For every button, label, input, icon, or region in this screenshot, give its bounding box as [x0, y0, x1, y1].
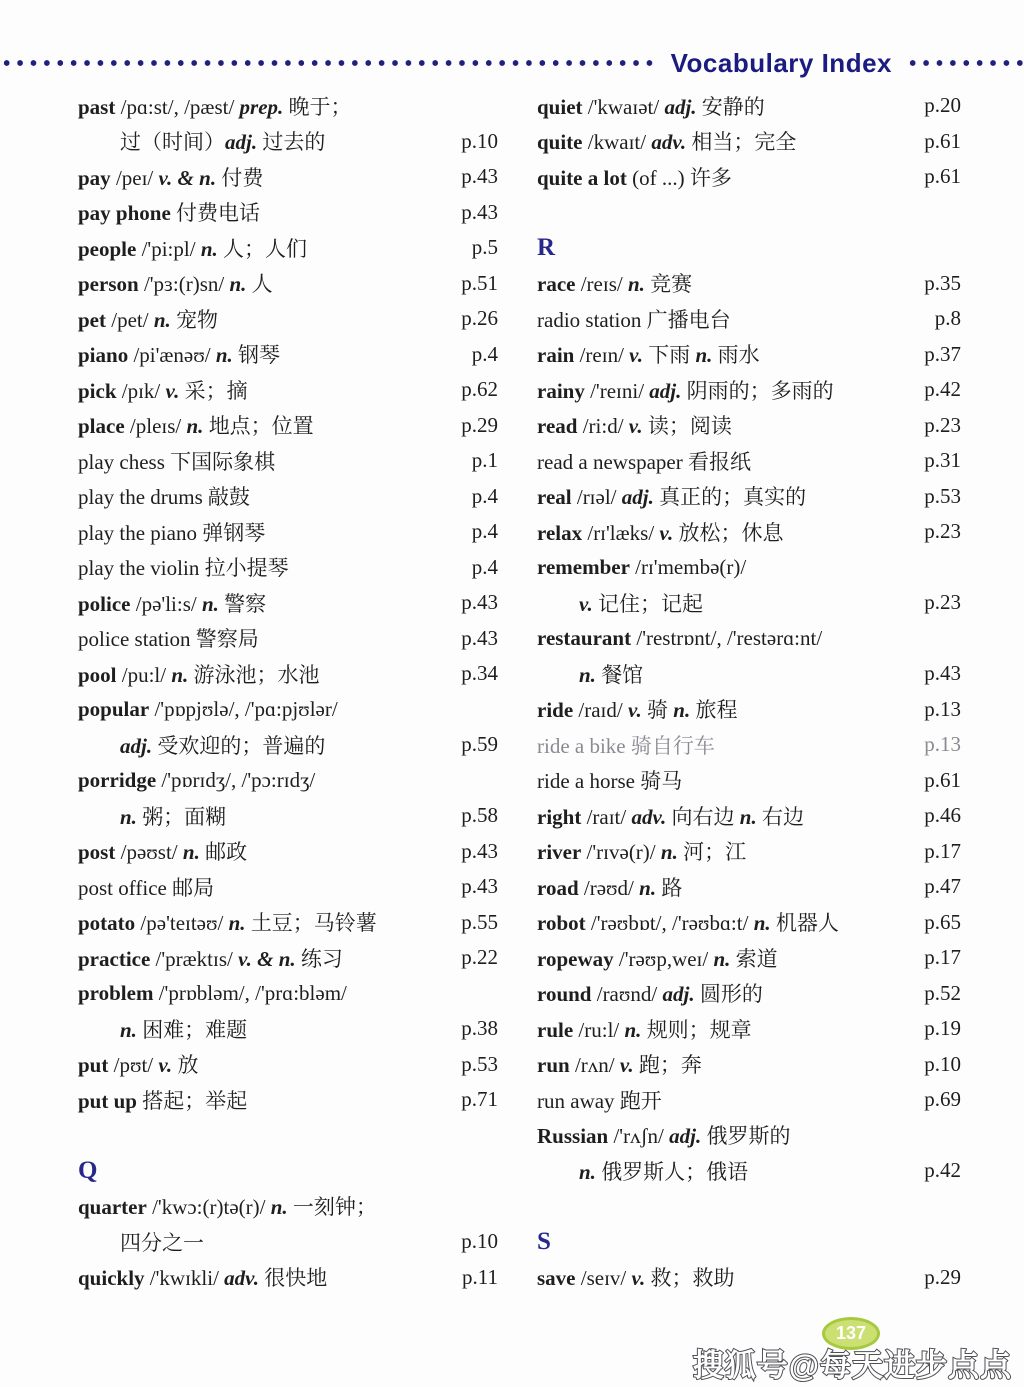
index-entry-line — [537, 869, 961, 905]
page-reference: p.42 — [924, 1158, 961, 1183]
page-reference: p.43 — [461, 164, 498, 189]
page-reference: p.55 — [461, 909, 498, 934]
page-reference: p.62 — [461, 377, 498, 402]
entry-text: play the piano 弹钢琴 — [78, 520, 266, 545]
index-entry-line — [78, 337, 498, 373]
page-reference: p.26 — [461, 306, 498, 331]
index-entry-line — [78, 834, 498, 870]
header — [0, 49, 1024, 77]
index-entry-line — [78, 621, 498, 657]
section-letter: R — [537, 233, 556, 261]
index-entry-line — [537, 976, 961, 1012]
page-reference: p.35 — [924, 270, 961, 295]
page-reference: p.10 — [461, 1229, 498, 1254]
page-reference: p.20 — [924, 93, 961, 118]
page-reference: p.46 — [924, 803, 961, 828]
entry-text: practice /'præktɪs/ v. & n. 练习 — [78, 946, 343, 971]
entry-text: play the drums 敲鼓 — [78, 485, 251, 510]
page-reference: p.4 — [471, 341, 498, 366]
entry-text: quite a lot (of ...) 许多 — [537, 165, 732, 190]
page-reference: p.23 — [924, 590, 961, 615]
entry-text: quiet /'kwaɪət/ adj. 安静的 — [537, 94, 765, 119]
page-reference: p.17 — [924, 838, 961, 863]
page-reference: p.52 — [924, 980, 961, 1005]
index-entry-line — [78, 124, 498, 160]
entry-text: v. 记住；记起 — [579, 591, 704, 616]
entry-text: police /pə'li:s/ n. 警察 — [78, 591, 267, 616]
entry-text: right /raɪt/ adv. 向右边 n. 右边 — [537, 804, 804, 829]
entry-text: ride a horse 骑马 — [537, 769, 683, 794]
entry-text: post office 邮局 — [78, 875, 215, 900]
entry-text: road /rəʊd/ n. 路 — [537, 875, 683, 900]
entry-text: river /'rɪvə(r)/ n. 河；江 — [537, 840, 747, 865]
entry-text: remember /rɪ'membə(r)/ — [537, 554, 747, 579]
page-reference: p.31 — [924, 448, 961, 473]
entry-text: round /raʊnd/ adj. 圆形的 — [537, 982, 763, 1007]
page-reference: p.38 — [461, 1016, 498, 1041]
entry-text: put up 搭起；举起 — [78, 1088, 248, 1113]
index-entry-line — [537, 1011, 961, 1047]
page-reference: p.61 — [924, 164, 961, 189]
index-entry-line — [537, 656, 961, 692]
index-entry-line — [537, 1082, 961, 1118]
index-entry-line — [537, 372, 961, 408]
index-entry-line — [537, 266, 961, 302]
page-reference: p.23 — [924, 519, 961, 544]
index-entry-line — [78, 727, 498, 763]
page-reference: p.8 — [934, 306, 961, 331]
index-entry-line — [78, 656, 498, 692]
index-entry-line — [78, 976, 498, 1012]
entry-text: ride /raɪd/ v. 骑 n. 旅程 — [537, 698, 738, 723]
index-entry-line — [78, 301, 498, 337]
page-reference: p.34 — [461, 661, 498, 686]
entry-text: 四分之一 — [120, 1230, 204, 1255]
index-entry-line — [78, 550, 498, 586]
index-entry-line — [78, 372, 498, 408]
entry-text: robot /'rəʊbɒt/, /'rəʊbɑ:t/ n. 机器人 — [537, 911, 839, 936]
entry-text: radio station 广播电台 — [537, 307, 731, 332]
index-entry-line — [537, 1118, 961, 1154]
page-reference: p.53 — [924, 483, 961, 508]
entry-text: n. 餐馆 — [579, 662, 644, 687]
entry-text: porridge /'pɒrɪdʒ/, /'pɔ:rɪdʒ/ — [78, 767, 316, 792]
entry-text: run away 跑开 — [537, 1088, 662, 1113]
page-reference: p.51 — [461, 270, 498, 295]
entry-text: pool /pu:l/ n. 游泳池；水池 — [78, 662, 320, 687]
page-reference: p.47 — [924, 874, 961, 899]
page-reference: p.53 — [461, 1051, 498, 1076]
page-reference: p.29 — [924, 1264, 961, 1289]
entry-text: n. 俄罗斯人；俄语 — [579, 1159, 749, 1184]
index-entry-line — [537, 443, 961, 479]
page-title: Vocabulary Index — [670, 47, 892, 78]
index-entry-line — [78, 940, 498, 976]
index-entry-line — [78, 159, 498, 195]
entry-text: post /pəʊst/ n. 邮政 — [78, 840, 248, 865]
entry-text: quarter /'kwɔ:(r)tə(r)/ n. 一刻钟； — [78, 1195, 377, 1220]
index-entry-line — [78, 195, 498, 231]
index-entry-line — [537, 1153, 961, 1189]
entry-text: read a newspaper 看报纸 — [537, 449, 751, 474]
index-entry-line — [537, 301, 961, 337]
index-entry-line — [537, 692, 961, 728]
entry-text: save /seɪv/ v. 救；救助 — [537, 1266, 735, 1291]
page-reference: p.61 — [924, 767, 961, 792]
entry-text: restaurant /'restrɒnt/, /'restərɑ:nt/ — [537, 625, 823, 650]
index-entry-line — [78, 408, 498, 444]
index-entry-line — [78, 1047, 498, 1083]
index-entry-line — [78, 798, 498, 834]
entry-text: pay phone 付费电话 — [78, 201, 261, 226]
page-reference: p.71 — [461, 1087, 498, 1112]
entry-text: relax /rɪ'læks/ v. 放松；休息 — [537, 520, 784, 545]
page-reference: p.4 — [471, 483, 498, 508]
page-reference: p.22 — [461, 945, 498, 970]
entry-text: pick /pɪk/ v. 采；摘 — [78, 378, 248, 403]
dotted-line-right — [906, 59, 1024, 67]
index-entry-line — [537, 621, 961, 657]
entry-text: real /rɪəl/ adj. 真正的；真实的 — [537, 485, 807, 510]
entry-text: pet /pet/ n. 宠物 — [78, 307, 219, 332]
index-entry-line — [78, 479, 498, 515]
section-letter: Q — [78, 1156, 98, 1184]
page-reference: p.13 — [924, 696, 961, 721]
page-reference: p.43 — [461, 874, 498, 899]
page-reference: p.10 — [924, 1051, 961, 1076]
index-entry-line — [537, 408, 961, 444]
index-entry-line — [537, 585, 961, 621]
index-entry-line — [537, 479, 961, 515]
index-entry-line — [78, 763, 498, 799]
entry-text: quite /kwaɪt/ adv. 相当；完全 — [537, 130, 797, 155]
entry-text: popular /'pɒpjʊlə/, /'pɑ:pjʊlər/ — [78, 696, 338, 721]
entry-text: pay /peɪ/ v. & n. 付费 — [78, 165, 264, 190]
index-entry-line — [78, 585, 498, 621]
index-entry-line — [78, 1011, 498, 1047]
page-reference: p.37 — [924, 341, 961, 366]
page-reference: p.59 — [461, 732, 498, 757]
entry-text: people /'pi:pl/ n. 人；人们 — [78, 236, 307, 261]
entry-text: play the violin 拉小提琴 — [78, 556, 289, 581]
dotted-line-left — [0, 59, 657, 67]
entry-text: quickly /'kwɪkli/ adv. 很快地 — [78, 1266, 328, 1291]
page-reference: p.42 — [924, 377, 961, 402]
page-reference: p.69 — [924, 1087, 961, 1112]
index-column-right — [537, 88, 961, 1295]
page-reference: p.43 — [461, 590, 498, 615]
entry-text: n. 困难；难题 — [120, 1017, 248, 1042]
entry-text: 过（时间）adj. 过去的 — [120, 130, 326, 155]
index-entry-line — [537, 1260, 961, 1296]
index-entry-line — [537, 337, 961, 373]
index-entry-line — [78, 1082, 498, 1118]
index-entry-line — [78, 869, 498, 905]
index-column-left — [78, 88, 498, 1295]
index-entry-line — [537, 124, 961, 160]
entry-text: ropeway /'rəʊp,weɪ/ n. 索道 — [537, 946, 778, 971]
entry-text: ride a bike 骑自行车 — [537, 733, 715, 758]
entry-text: person /'pɜ:(r)sn/ n. 人 — [78, 272, 273, 297]
page-reference: p.43 — [924, 661, 961, 686]
page-reference: p.11 — [462, 1264, 498, 1289]
entry-text: run /rʌn/ v. 跑；奔 — [537, 1053, 702, 1078]
entry-text: rain /reɪn/ v. 下雨 n. 雨水 — [537, 343, 760, 368]
page-reference: p.58 — [461, 803, 498, 828]
entry-text: police station 警察局 — [78, 627, 259, 652]
index-entry-line — [537, 940, 961, 976]
index-entry-line — [537, 834, 961, 870]
index-entry-line — [78, 1189, 498, 1225]
page-reference: p.43 — [461, 838, 498, 863]
index-entry-line — [78, 230, 498, 266]
index-entry-line — [537, 550, 961, 586]
index-entry-line — [78, 905, 498, 941]
page-reference: p.4 — [471, 554, 498, 579]
index-entry-line — [78, 1260, 498, 1296]
page-reference: p.43 — [461, 199, 498, 224]
entry-text: problem /'prɒbləm/, /'prɑ:bləm/ — [78, 980, 347, 1005]
entry-text: potato /pə'teɪtəʊ/ n. 土豆；马铃薯 — [78, 911, 377, 936]
index-entry-line — [78, 692, 498, 728]
page-reference: p.10 — [461, 128, 498, 153]
index-entry-line — [537, 727, 961, 763]
index-entry-line — [537, 159, 961, 195]
index-entry-line — [537, 88, 961, 124]
page-reference: p.1 — [471, 448, 498, 473]
entry-text: past /pɑ:st/, /pæst/ prep. 晚于； — [78, 94, 352, 119]
entry-text: piano /pi'ænəʊ/ n. 钢琴 — [78, 343, 281, 368]
page-reference: p.13 — [924, 732, 961, 757]
page-reference: p.17 — [924, 945, 961, 970]
entry-text: n. 粥；面糊 — [120, 804, 227, 829]
entry-text: adj. 受欢迎的；普遍的 — [120, 733, 326, 758]
entry-text: read /ri:d/ v. 读；阅读 — [537, 414, 732, 439]
page-reference: p.19 — [924, 1016, 961, 1041]
page-reference: p.43 — [461, 625, 498, 650]
page-reference: p.23 — [924, 412, 961, 437]
entry-text: put /pʊt/ v. 放 — [78, 1053, 199, 1078]
index-entry-line — [78, 514, 498, 550]
entry-text: Russian /'rʌʃn/ adj. 俄罗斯的 — [537, 1124, 791, 1149]
page-reference: p.5 — [471, 235, 498, 260]
index-entry-line — [78, 88, 498, 124]
entry-text: race /reɪs/ n. 竞赛 — [537, 272, 693, 297]
index-entry-line — [537, 1047, 961, 1083]
entry-text: play chess 下国际象棋 — [78, 449, 276, 474]
entry-text: rainy /'reɪni/ adj. 阴雨的；多雨的 — [537, 378, 834, 403]
index-entry-line — [537, 798, 961, 834]
index-entry-line — [78, 443, 498, 479]
page-reference: p.4 — [471, 519, 498, 544]
page-reference: p.65 — [924, 909, 961, 934]
page-reference: p.29 — [461, 412, 498, 437]
index-entry-line — [537, 905, 961, 941]
index-entry-line — [78, 1224, 498, 1260]
entry-text: rule /ru:l/ n. 规则；规章 — [537, 1017, 752, 1042]
watermark-text: 搜狐号@每天进步点点 — [692, 1348, 1012, 1383]
page-reference: p.61 — [924, 128, 961, 153]
index-entry-line — [78, 266, 498, 302]
entry-text: place /pleɪs/ n. 地点；位置 — [78, 414, 314, 439]
index-entry-line — [537, 514, 961, 550]
index-entry-line — [537, 763, 961, 799]
section-letter: S — [537, 1227, 551, 1255]
page-number-badge: 137 — [822, 1317, 880, 1350]
